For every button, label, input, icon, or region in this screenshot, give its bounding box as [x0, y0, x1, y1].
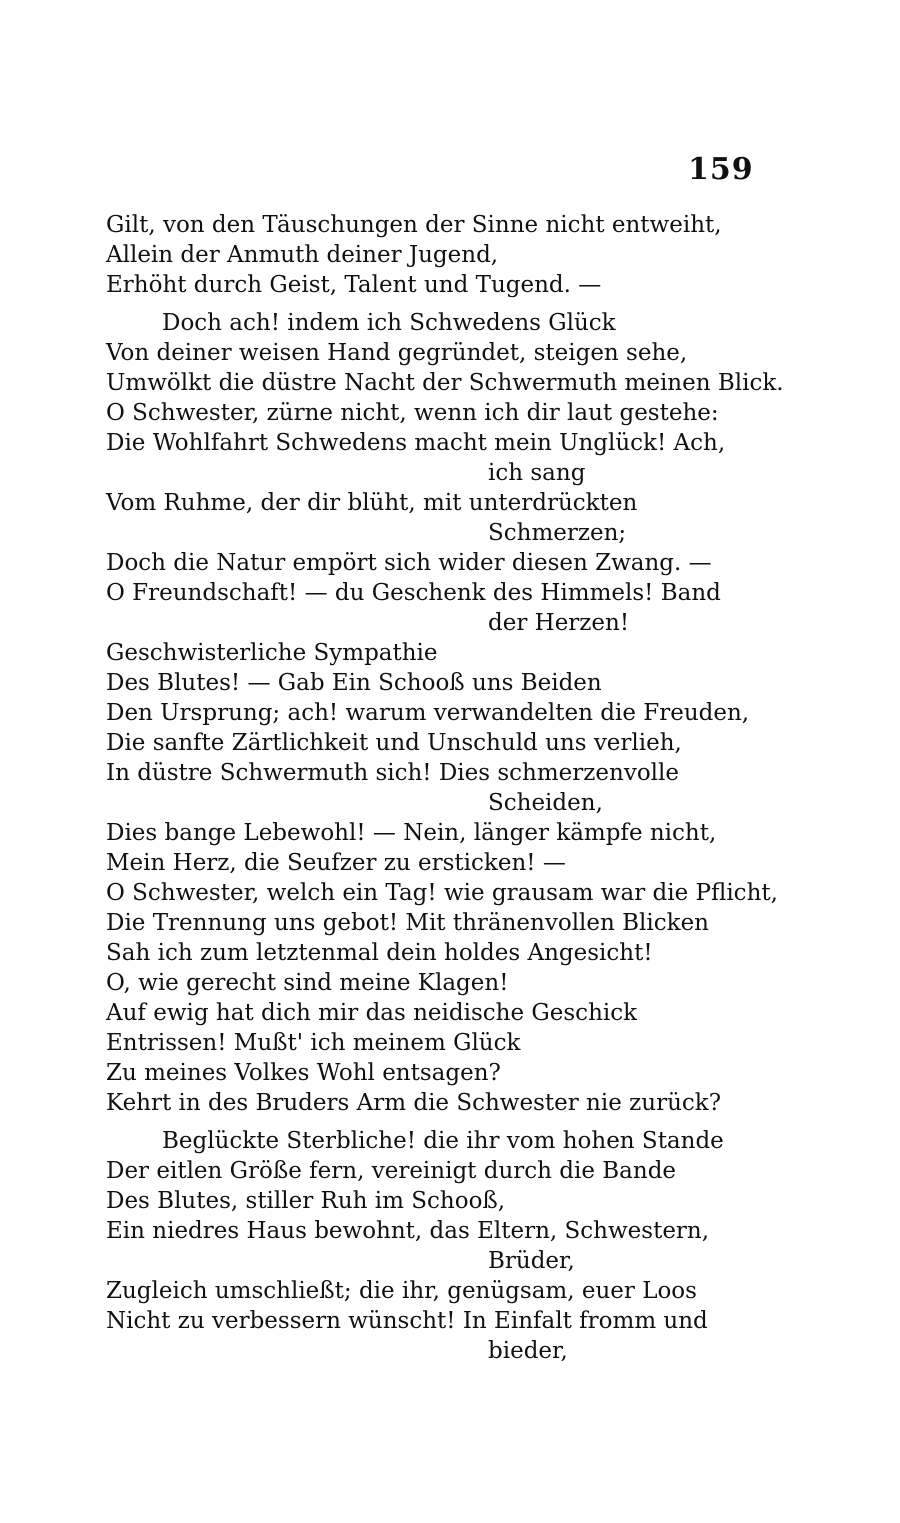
verse-line: Erhöht durch Geist, Talent und Tugend. — — [106, 272, 602, 298]
verse-line: Des Blutes, stiller Ruh im Schooß, — [106, 1188, 506, 1214]
verse-line: Des Blutes! — Gab Ein Schooß uns Beiden — [106, 670, 602, 696]
stanza-1 — [106, 210, 766, 300]
stanza-3 — [106, 1126, 766, 1366]
verse-line: Doch die Natur empört sich wider diesen Zwang. — — [106, 550, 712, 576]
verse-line-continuation: Scheiden, — [488, 790, 603, 816]
verse-line: Dies bange Lebewohl! — Nein, länger kämpfe nicht, — [106, 820, 717, 846]
page-number: 159 — [688, 152, 754, 187]
verse-line: O, wie gerecht sind meine Klagen! — [106, 970, 509, 996]
verse-line: O Freundschaft! — du Geschenk des Himmels! Band — [106, 580, 721, 606]
verse-line: Der eitlen Größe fern, vereinigt durch die Bande — [106, 1158, 677, 1184]
verse-line: Sah ich zum letztenmal dein holdes Angesicht! — [106, 940, 653, 966]
verse-line: Die Trennung uns gebot! Mit thränenvollen Blicken — [106, 910, 709, 936]
verse-line-continuation: Brüder, — [488, 1248, 575, 1274]
verse-line: Allein der Anmuth deiner Jugend, — [106, 242, 499, 268]
verse-line: Ein niedres Haus bewohnt, das Eltern, Schwestern, — [106, 1218, 710, 1244]
verse-line: Entrissen! Mußt' ich meinem Glück — [106, 1030, 521, 1056]
verse-line: Auf ewig hat dich mir das neidische Geschick — [106, 1000, 638, 1026]
verse-line: Die Wohlfahrt Schwedens macht mein Unglück! Ach, — [106, 430, 726, 456]
verse-line: Vom Ruhme, der dir blüht, mit unterdrückten — [106, 490, 638, 516]
verse-line: Kehrt in des Bruders Arm die Schwester nie zurück? — [106, 1090, 722, 1116]
verse-line-continuation: bieder, — [488, 1338, 568, 1364]
verse-line: O Schwester, welch ein Tag! wie grausam war die Pflicht, — [106, 880, 778, 906]
verse-line: Von deiner weisen Hand gegründet, steigen sehe, — [106, 340, 688, 366]
verse-line: Zugleich umschließt; die ihr, genügsam, euer Loos — [106, 1278, 697, 1304]
verse-line-continuation: der Herzen! — [488, 610, 630, 636]
verse-line: Nicht zu verbessern wünscht! In Einfalt fromm und — [106, 1308, 708, 1334]
verse-line: Mein Herz, die Seufzer zu ersticken! — — [106, 850, 566, 876]
verse-line: In düstre Schwermuth sich! Dies schmerzenvolle — [106, 760, 679, 786]
verse-line: Die sanfte Zärtlichkeit und Unschuld uns verlieh, — [106, 730, 682, 756]
verse-line: Doch ach! indem ich Schwedens Glück — [162, 310, 616, 336]
verse-line: Umwölkt die düstre Nacht der Schwermuth meinen Blick. — [106, 370, 784, 396]
verse-line: O Schwester, zürne nicht, wenn ich dir laut gestehe: — [106, 400, 719, 426]
verse-line: Den Ursprung; ach! warum verwandelten die Freuden, — [106, 700, 750, 726]
verse-line: Gilt, von den Täuschungen der Sinne nicht entweiht, — [106, 212, 722, 238]
poem-body — [106, 210, 784, 1374]
verse-line-continuation: ich sang — [488, 460, 586, 486]
stanza-2 — [106, 308, 784, 1118]
verse-line: Beglückte Sterbliche! die ihr vom hohen Stande — [162, 1128, 724, 1154]
verse-line: Geschwisterliche Sympathie — [106, 640, 438, 666]
verse-line: Zu meines Volkes Wohl entsagen? — [106, 1060, 501, 1086]
verse-line-continuation: Schmerzen; — [488, 520, 627, 546]
